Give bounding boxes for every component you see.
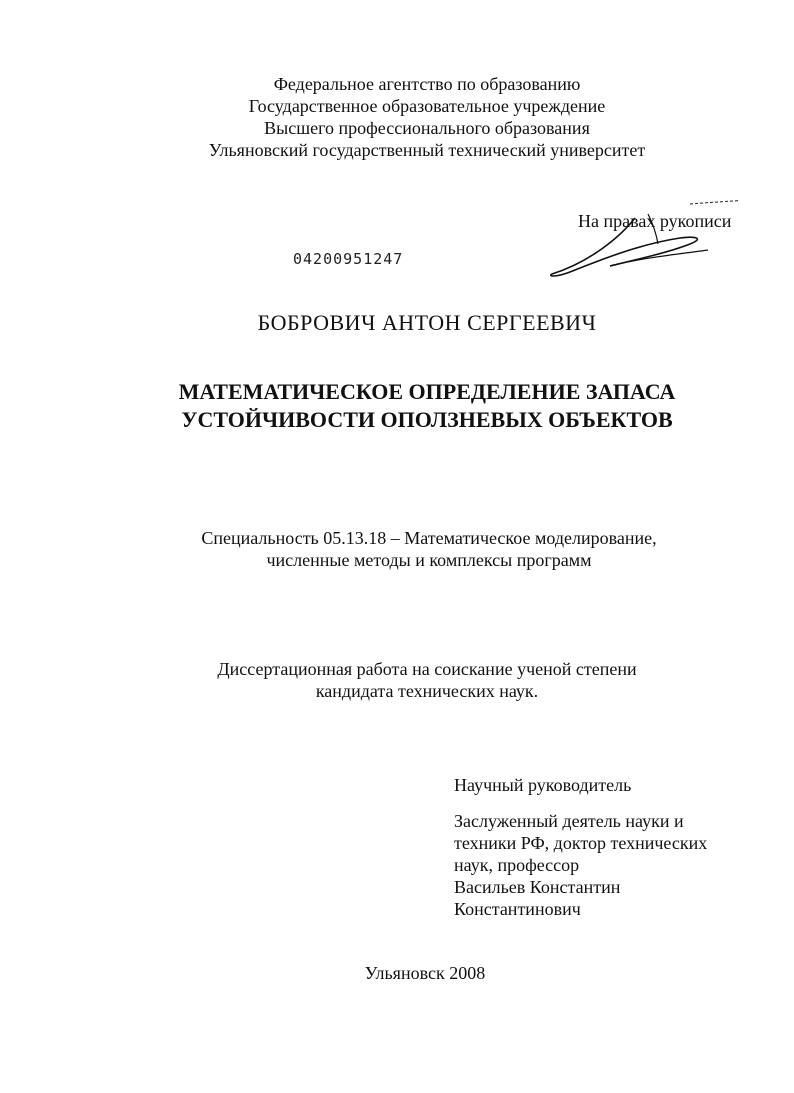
rights-notice: На правах рукописи [578, 211, 732, 231]
title-line-1: МАТЕМАТИЧЕСКОЕ ОПРЕДЕЛЕНИЕ ЗАПАСА [178, 379, 676, 404]
city-and-year: Ульяновск 2008 [364, 963, 486, 983]
advisor-name: Васильев Константин [454, 877, 621, 897]
specialty-line-1: Специальность 05.13.18 – Математическое моделирование, [201, 528, 657, 548]
header-line-agency: Федеральное агентство по образованию [273, 74, 581, 94]
advisor-heading: Научный руководитель [454, 775, 632, 795]
organization-header [30, 73, 794, 161]
specialty-block [32, 527, 794, 571]
advisor-honor-line-2: техники РФ, доктор технических [454, 833, 708, 853]
advisor-rank: наук, профессор [454, 855, 580, 875]
scientific-advisor [454, 774, 707, 920]
degree-line-2: кандидата технических наук. [315, 681, 539, 701]
header-line-education-level: Высшего профессионального образования [264, 118, 590, 138]
document-serial-number: 04200951247 [293, 250, 404, 268]
title-line-2: УСТОЙЧИВОСТИ ОПОЛЗНЕВЫХ ОБЪЕКТОВ [181, 407, 673, 432]
degree-line-1: Диссертационная работа на соискание ученой степени [217, 659, 637, 679]
advisor-honor-line-1: Заслуженный деятель науки и [454, 811, 684, 831]
dissertation-title [30, 378, 794, 434]
specialty-line-2: численные методы и комплексы программ [266, 550, 592, 570]
degree-statement [30, 658, 794, 702]
advisor-patronymic: Константинович [454, 899, 581, 919]
handwritten-signature [540, 192, 740, 282]
header-line-institution-type: Государственное образовательное учреждение [248, 96, 606, 116]
header-line-university: Ульяновский государственный технический университет [208, 140, 646, 160]
author-name: БОБРОВИЧ АНТОН СЕРГЕЕВИЧ [257, 310, 597, 335]
